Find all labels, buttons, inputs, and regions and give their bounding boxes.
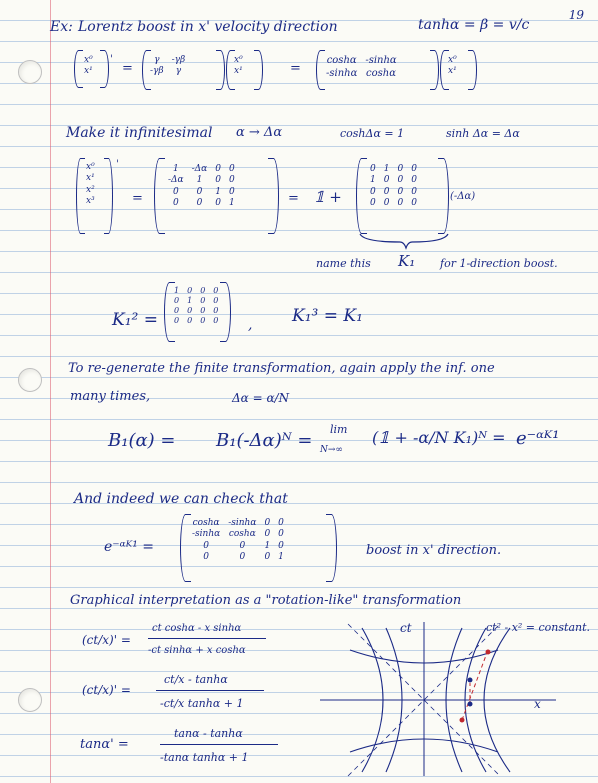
- delta-factor: (-Δα): [450, 191, 476, 202]
- b1-alpha-lhs: B₁(α) =: [108, 430, 176, 451]
- generator-matrix: 0 1 0 0 1 0 0 0 0 0 0 0 0 0 0 0: [370, 164, 417, 208]
- exp-lhs: e⁻ᵅᴷ¹ =: [104, 539, 155, 555]
- exponential-result: e⁻ᵅᴷ¹: [516, 428, 560, 449]
- k1-symbol: K₁: [398, 252, 416, 270]
- lhs-vector-1: x⁰ x¹: [84, 55, 93, 77]
- tan-num: tanα - tanhα: [174, 727, 243, 740]
- check-text: And indeed we can check that: [74, 491, 288, 507]
- regenerate-text: To re-generate the finite transformation, again apply the inf. one: [68, 361, 495, 376]
- page-number: 19: [568, 8, 584, 22]
- infinitesimal-matrix: 1 -Δα 0 0 -Δα 1 0 0 0 0 1 0 0 0 0 1: [168, 164, 235, 208]
- k1-squared-matrix: 1 0 0 0 0 1 0 0 0 0 0 0 0 0 0 0: [174, 286, 219, 325]
- many-times-text: many times,: [70, 389, 151, 404]
- vector-2: x⁰ x¹: [448, 55, 457, 77]
- boost-matrix: coshα -sinhα 0 0 -sinhα coshα 0 0 0 0 1 0 0 0 0 1: [192, 518, 284, 562]
- ct-axis-label: ct: [400, 621, 412, 635]
- name-this-label: name this: [316, 257, 371, 270]
- cosh-approx: coshΔα = 1: [340, 127, 405, 140]
- k1-cubed: K₁³ = K₁: [292, 306, 363, 326]
- ratio-num-1: ct coshα - x sinhα: [152, 623, 242, 634]
- b1-delta-power: B₁(-Δα)ᴺ =: [216, 430, 313, 451]
- ratio-lhs-1: (ct/x)' =: [82, 633, 131, 647]
- tan-den: -tanα tanhα + 1: [160, 751, 249, 764]
- limit-expression: (𝟙 + -α/N K₁)ᴺ =: [372, 428, 506, 447]
- lim-label: lim: [330, 423, 348, 436]
- gamma-matrix: γ -γβ -γβ γ: [150, 55, 186, 77]
- ratio-lhs-2: (ct/x)' =: [82, 683, 131, 697]
- example-prefix: Ex:: [50, 19, 73, 35]
- alpha-arrow: α → Δα: [236, 125, 283, 140]
- x-axis-label: x: [534, 697, 541, 711]
- boost-note: boost in x' direction.: [366, 543, 502, 558]
- example-title: Lorentz boost in x' velocity direction: [78, 19, 338, 35]
- boost-direction-note: for 1-direction boost.: [440, 257, 558, 270]
- identity-plus: 𝟙 +: [314, 188, 342, 206]
- rapidity-relation: tanhα = β = v/c: [418, 17, 530, 33]
- tan-lhs: tanα' =: [80, 737, 129, 752]
- vector-1: x⁰ x¹: [234, 55, 243, 77]
- ratio-den-1: -ct sinhα + x coshα: [148, 645, 246, 656]
- infinitesimal-heading: Make it infinitesimal: [66, 125, 213, 141]
- lhs-vector-4: x⁰ x¹ x² x³: [86, 162, 95, 206]
- lim-subscript: N→∞: [320, 445, 343, 455]
- k1-squared-lhs: K₁² =: [112, 310, 158, 330]
- hyperbolic-matrix: coshα -sinhα -sinhα coshα: [326, 55, 397, 79]
- sinh-approx: sinh Δα = Δα: [446, 127, 520, 140]
- graphical-heading: Graphical interpretation as a "rotation-like" transformation: [70, 593, 462, 608]
- delta-alpha-def: Δα = α/N: [232, 391, 290, 405]
- invariant-equation: ct² - x² = constant.: [486, 621, 591, 634]
- ratio-num-2: ct/x - tanhα: [164, 673, 228, 686]
- ratio-den-2: -ct/x tanhα + 1: [160, 697, 244, 710]
